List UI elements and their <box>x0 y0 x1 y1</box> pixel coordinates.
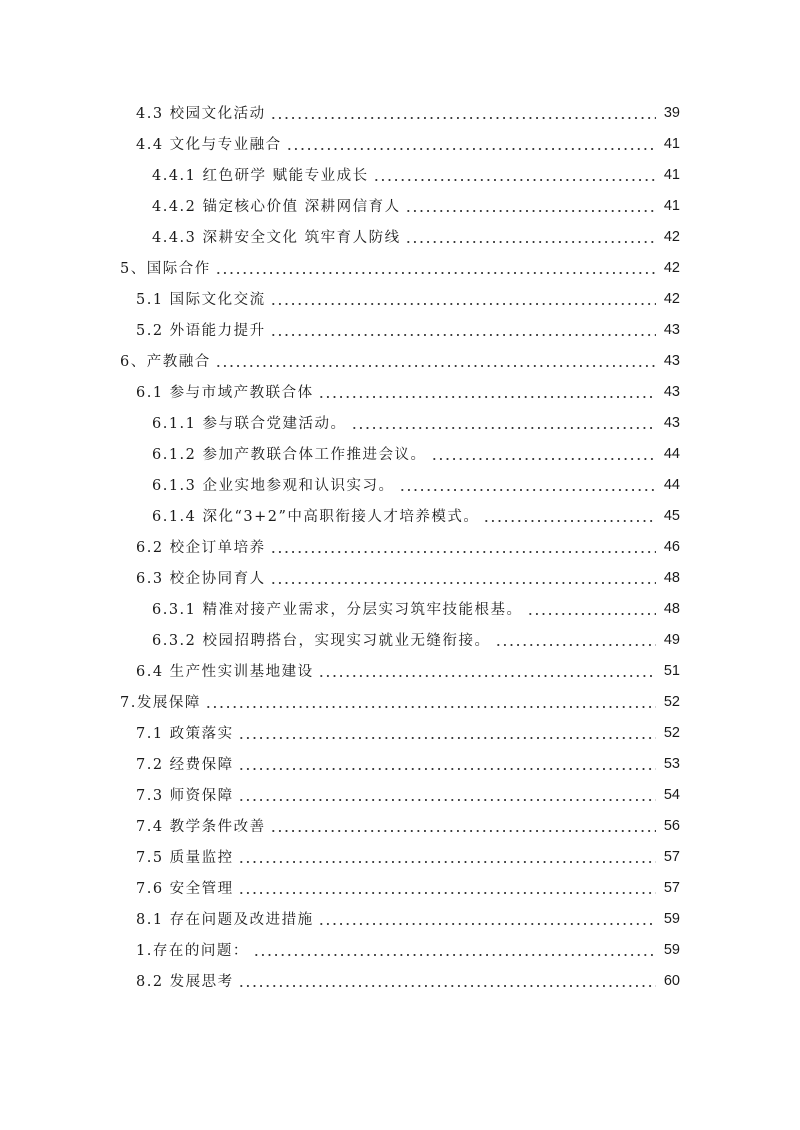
dot-leader <box>318 385 656 399</box>
toc-entry-title: 4.3 校园文化活动 <box>136 106 266 122</box>
toc-entry-title: 6.1.1 参与联合党建活动。 <box>152 416 347 432</box>
dot-leader <box>238 788 656 802</box>
toc-entry-title: 7.4 教学条件改善 <box>136 819 266 835</box>
toc-entry[interactable] <box>0 407 800 438</box>
toc-entry-title: 8.1 存在问题及改进措施 <box>136 912 314 928</box>
toc-entry-title: 6.4 生产性实训基地建设 <box>136 664 314 680</box>
toc-entry-title: 7.3 师资保障 <box>136 788 234 804</box>
toc-entry[interactable] <box>0 531 800 562</box>
toc-entry-page-number: 41 <box>663 135 680 152</box>
toc-entry[interactable] <box>0 128 800 159</box>
dot-leader <box>215 261 656 275</box>
toc-entry-title: 8.2 发展思考 <box>136 974 234 990</box>
toc-entry-title: 6、产教融合 <box>120 354 211 370</box>
toc-entry-title: 6.3 校企协同育人 <box>136 571 266 587</box>
toc-entry[interactable] <box>0 593 800 624</box>
dot-leader <box>318 664 656 678</box>
toc-entry-page-number: 42 <box>663 290 680 307</box>
toc-entry-page-number: 59 <box>663 910 680 927</box>
toc-entry[interactable] <box>0 872 800 903</box>
toc-entry[interactable] <box>0 686 800 717</box>
dot-leader <box>431 447 656 461</box>
dot-leader <box>495 633 656 647</box>
toc-entry-page-number: 45 <box>663 507 680 524</box>
dot-leader <box>215 354 656 368</box>
dot-leader <box>238 850 656 864</box>
dot-leader <box>373 168 656 182</box>
dot-leader <box>238 726 656 740</box>
toc-entry-page-number: 44 <box>663 445 680 462</box>
dot-leader <box>351 416 656 430</box>
toc-entry-page-number: 59 <box>663 941 680 958</box>
toc-entry[interactable] <box>0 500 800 531</box>
toc-entry[interactable] <box>0 97 800 128</box>
toc-entry[interactable] <box>0 190 800 221</box>
toc-entry[interactable] <box>0 314 800 345</box>
toc-entry-page-number: 57 <box>663 879 680 896</box>
toc-entry[interactable] <box>0 748 800 779</box>
toc-entry-page-number: 60 <box>663 972 680 989</box>
toc-entry-title: 7.2 经费保障 <box>136 757 234 773</box>
toc-entry-title: 4.4.2 锚定核心价值 深耕网信育人 <box>152 199 401 215</box>
dot-leader <box>238 881 656 895</box>
toc-entry[interactable] <box>0 438 800 469</box>
dot-leader <box>483 509 656 523</box>
toc-entry[interactable] <box>0 841 800 872</box>
dot-leader <box>238 757 656 771</box>
dot-leader <box>270 106 656 120</box>
toc-entry-title: 7.1 政策落实 <box>136 726 234 742</box>
toc-entry[interactable] <box>0 252 800 283</box>
toc-entry-title: 5.2 外语能力提升 <box>136 323 266 339</box>
toc-entry-title: 5.1 国际文化交流 <box>136 292 266 308</box>
toc-entry[interactable] <box>0 159 800 190</box>
toc-entry-page-number: 42 <box>663 228 680 245</box>
toc-entry-page-number: 43 <box>663 414 680 431</box>
toc-entry-page-number: 52 <box>663 693 680 710</box>
toc-entry-title: 6.1.2 参加产教联合体工作推进会议。 <box>152 447 427 463</box>
dot-leader <box>270 292 656 306</box>
toc-entry[interactable] <box>0 655 800 686</box>
toc-entry-page-number: 48 <box>663 569 680 586</box>
dot-leader <box>205 695 656 709</box>
toc-entry-title: 7.6 安全管理 <box>136 881 234 897</box>
toc-entry[interactable] <box>0 717 800 748</box>
toc-entry-title: 6.1 参与市域产教联合体 <box>136 385 314 401</box>
toc-entry-title: 4.4 文化与专业融合 <box>136 137 282 153</box>
toc-entry-page-number: 56 <box>663 817 680 834</box>
toc-entry-page-number: 41 <box>663 197 680 214</box>
toc-entry[interactable] <box>0 810 800 841</box>
dot-leader <box>318 912 656 926</box>
toc-entry[interactable] <box>0 376 800 407</box>
toc-entry-page-number: 39 <box>663 104 680 121</box>
toc-entry[interactable] <box>0 903 800 934</box>
toc-entry-title: 5、国际合作 <box>120 261 211 277</box>
toc-entry[interactable] <box>0 469 800 500</box>
dot-leader <box>270 540 656 554</box>
toc-entry-page-number: 48 <box>663 600 680 617</box>
dot-leader <box>405 230 656 244</box>
toc-entry[interactable] <box>0 965 800 996</box>
toc-entry[interactable] <box>0 934 800 965</box>
toc-entry-title: 4.4.3 深耕安全文化 筑牢育人防线 <box>152 230 401 246</box>
toc-entry-page-number: 43 <box>663 383 680 400</box>
toc-entry[interactable] <box>0 221 800 252</box>
toc-entry-title: 6.3.2 校园招聘搭台，实现实习就业无缝衔接。 <box>152 633 491 649</box>
toc-entry-title: 4.4.1 红色研学 赋能专业成长 <box>152 168 369 184</box>
toc-entry-page-number: 43 <box>663 321 680 338</box>
toc-entry-page-number: 57 <box>663 848 680 865</box>
dot-leader <box>270 323 656 337</box>
toc-entry-page-number: 52 <box>663 724 680 741</box>
toc-entry-page-number: 46 <box>663 538 680 555</box>
dot-leader <box>527 602 656 616</box>
toc-entry-page-number: 43 <box>663 352 680 369</box>
table-of-contents <box>0 97 800 996</box>
dot-leader <box>286 137 656 151</box>
toc-entry[interactable] <box>0 283 800 314</box>
toc-entry-title: 6.2 校企订单培养 <box>136 540 266 556</box>
toc-entry-title: 6.1.3 企业实地参观和认识实习。 <box>152 478 395 494</box>
toc-entry-page-number: 49 <box>663 631 680 648</box>
toc-entry-page-number: 53 <box>663 755 680 772</box>
dot-leader <box>238 974 656 988</box>
toc-entry-page-number: 44 <box>663 476 680 493</box>
toc-entry-title: 6.1.4 深化“3+2”中高职衔接人才培养模式。 <box>152 509 480 525</box>
toc-entry-title: 6.3.1 精准对接产业需求，分层实习筑牢技能根基。 <box>152 602 523 618</box>
toc-entry[interactable] <box>0 562 800 593</box>
dot-leader <box>270 571 656 585</box>
toc-entry[interactable] <box>0 779 800 810</box>
toc-entry-page-number: 51 <box>663 662 680 679</box>
toc-entry-page-number: 42 <box>663 259 680 276</box>
toc-entry-page-number: 54 <box>663 786 680 803</box>
toc-entry-title: 7.5 质量监控 <box>136 850 234 866</box>
dot-leader <box>270 819 656 833</box>
dot-leader <box>399 478 656 492</box>
dot-leader <box>405 199 656 213</box>
toc-entry-page-number: 41 <box>663 166 680 183</box>
toc-entry[interactable] <box>0 345 800 376</box>
toc-entry-title: 1.存在的问题： <box>136 943 249 959</box>
toc-entry-title: 7.发展保障 <box>120 695 201 711</box>
toc-entry[interactable] <box>0 624 800 655</box>
dot-leader <box>253 943 656 957</box>
